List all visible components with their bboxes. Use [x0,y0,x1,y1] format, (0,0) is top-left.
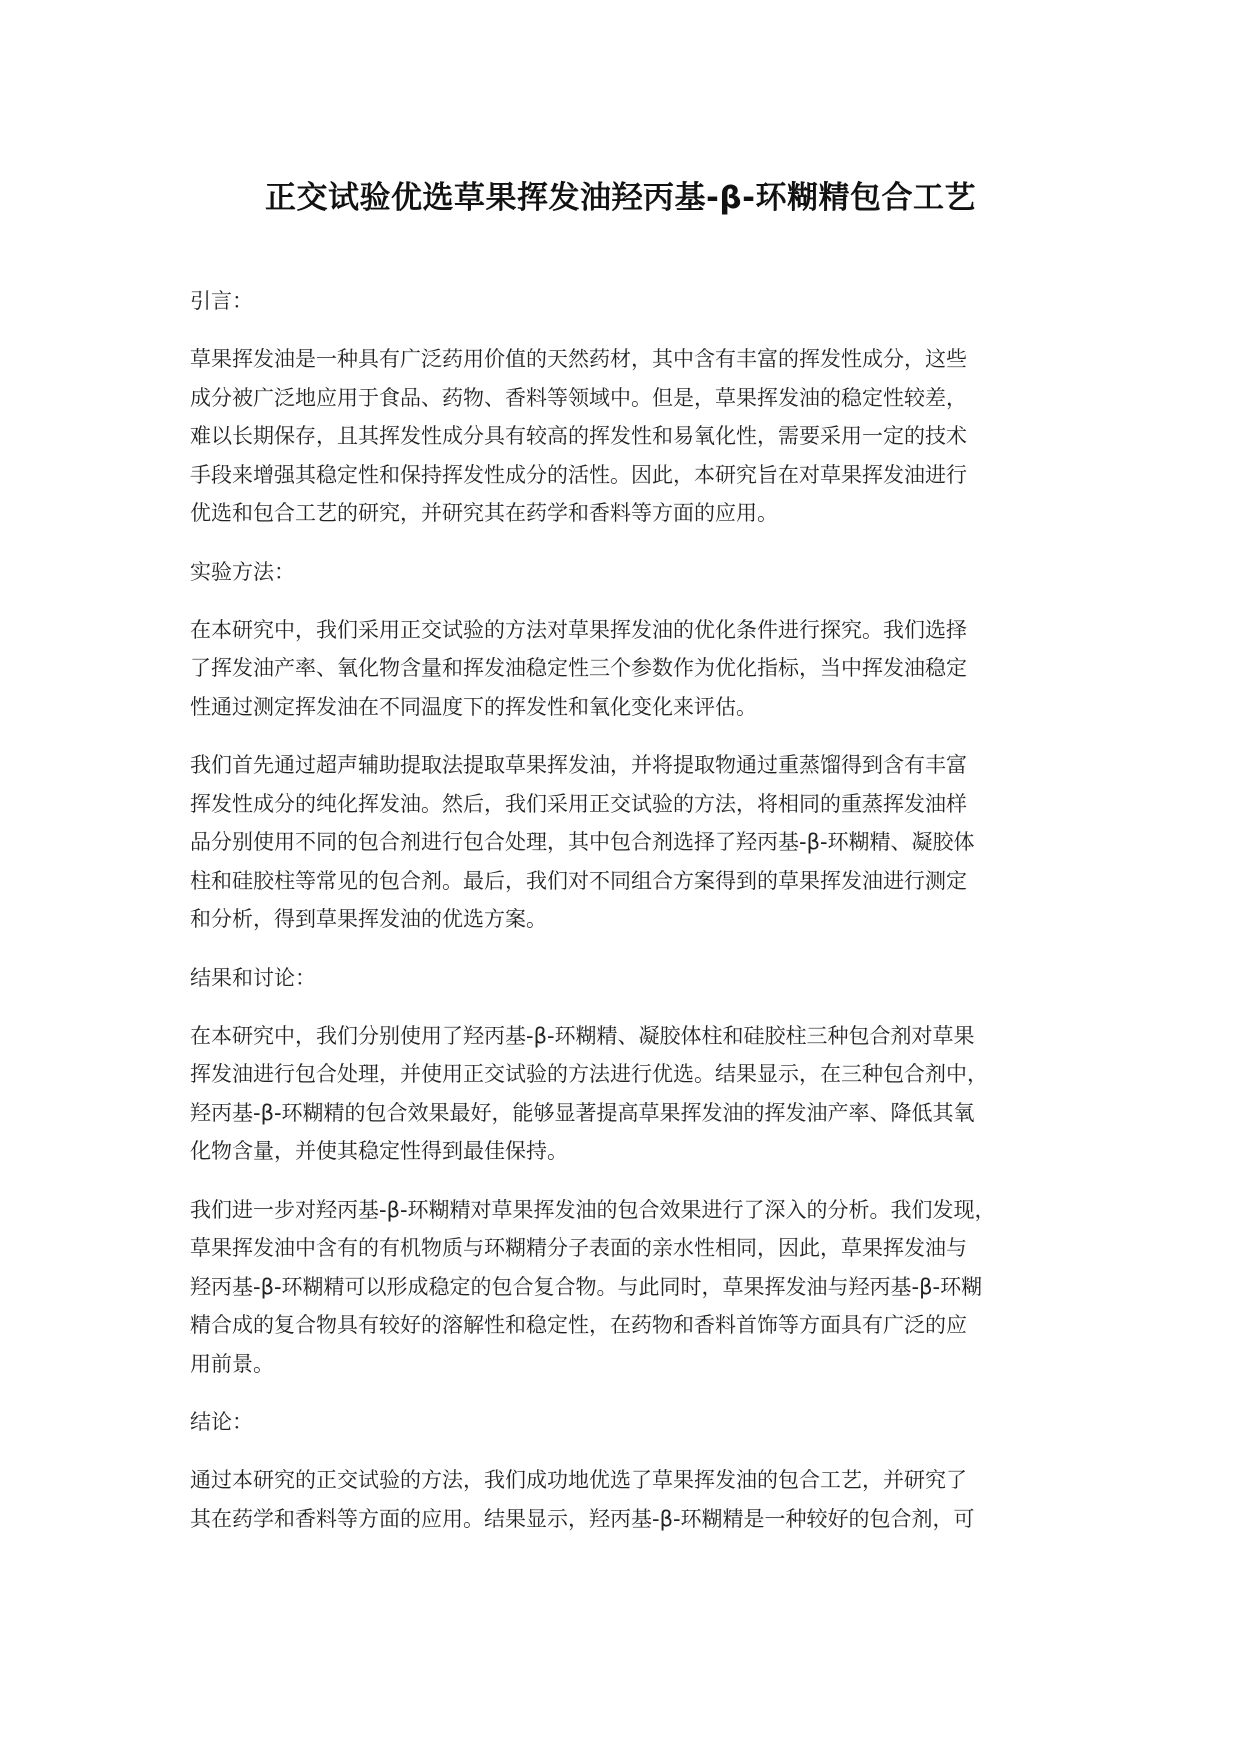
text-line: 品分别使用不同的包合剂进行包合处理，其中包合剂选择了羟丙基-β-环糊精、凝胶体 [190,830,975,854]
text-line: 其在药学和香料等方面的应用。结果显示，羟丙基-β-环糊精是一种较好的包合剂，可 [190,1506,975,1531]
text-line: 了挥发油产率、氧化物含量和挥发油稳定性三个参数作为优化指标，当中挥发油稳定 [190,656,967,680]
document-title: 正交试验优选草果挥发油羟丙基-β-环糊精包合工艺 [265,180,976,216]
results-paragraph-2 [190,1191,1080,1384]
text-line: 化物含量，并使其稳定性得到最佳保持。 [190,1139,568,1163]
text-line: 草果挥发油是一种具有广泛药用价值的天然药材，其中含有丰富的挥发性成分，这些 [190,347,967,371]
text-line: 草果挥发油中含有的有机物质与环糊精分子表面的亲水性相同，因此，草果挥发油与 [190,1236,967,1260]
text-line: 通过本研究的正交试验的方法，我们成功地优选了草果挥发油的包合工艺，并研究了 [190,1468,967,1492]
text-line: 性通过测定挥发油在不同温度下的挥发性和氧化变化来评估。 [190,694,757,719]
text-line: 精合成的复合物具有较好的溶解性和稳定性，在药物和香料首饰等方面具有广泛的应 [190,1313,967,1337]
methods-paragraph-1 [190,611,1080,727]
intro-paragraph [190,340,1080,533]
text-line: 优选和包合工艺的研究，并研究其在药学和香料等方面的应用。 [190,501,778,525]
results-paragraph-1 [190,1017,1080,1171]
text-line: 成分被广泛地应用于食品、药物、香料等领域中。但是，草果挥发油的稳定性较差， [190,385,967,410]
text-line: 我们首先通过超声辅助提取法提取草果挥发油，并将提取物通过重蒸馏得到含有丰富 [190,753,967,777]
text-line: 我们进一步对羟丙基-β-环糊精对草果挥发油的包合效果进行了深入的分析。我们发现， [190,1197,996,1222]
text-line: 用前景。 [190,1351,274,1376]
text-line: 挥发油进行包合处理，并使用正交试验的方法进行优选。结果显示，在三种包合剂中， [190,1062,988,1086]
conclusion-heading: 结论： [190,1410,253,1434]
methods-heading: 实验方法： [190,559,295,584]
text-line: 在本研究中，我们分别使用了羟丙基-β-环糊精、凝胶体柱和硅胶柱三种包合剂对草果 [190,1023,975,1048]
text-line: 手段来增强其稳定性和保持挥发性成分的活性。因此，本研究旨在对草果挥发油进行 [190,462,967,487]
text-line: 挥发性成分的纯化挥发油。然后，我们采用正交试验的方法，将相同的重蒸挥发油样 [190,791,967,816]
text-line: 羟丙基-β-环糊精的包合效果最好，能够显著提高草果挥发油的挥发油产率、降低其氧 [190,1100,975,1125]
text-line: 和分析，得到草果挥发油的优选方案。 [190,907,547,931]
text-line: 羟丙基-β-环糊精可以形成稳定的包合复合物。与此同时，草果挥发油与羟丙基-β-环糊 [190,1274,983,1299]
text-line: 柱和硅胶柱等常见的包合剂。最后，我们对不同组合方案得到的草果挥发油进行测定 [190,868,967,893]
text-line: 难以长期保存，且其挥发性成分具有较高的挥发性和易氧化性，需要采用一定的技术 [190,424,967,448]
text-line: 在本研究中，我们采用正交试验的方法对草果挥发油的优化条件进行探究。我们选择 [190,617,967,642]
methods-paragraph-2 [190,746,1080,939]
conclusion-paragraph [190,1461,1080,1538]
intro-heading: 引言： [190,289,253,313]
results-heading: 结果和讨论： [190,965,316,990]
document-body [190,282,1080,1558]
